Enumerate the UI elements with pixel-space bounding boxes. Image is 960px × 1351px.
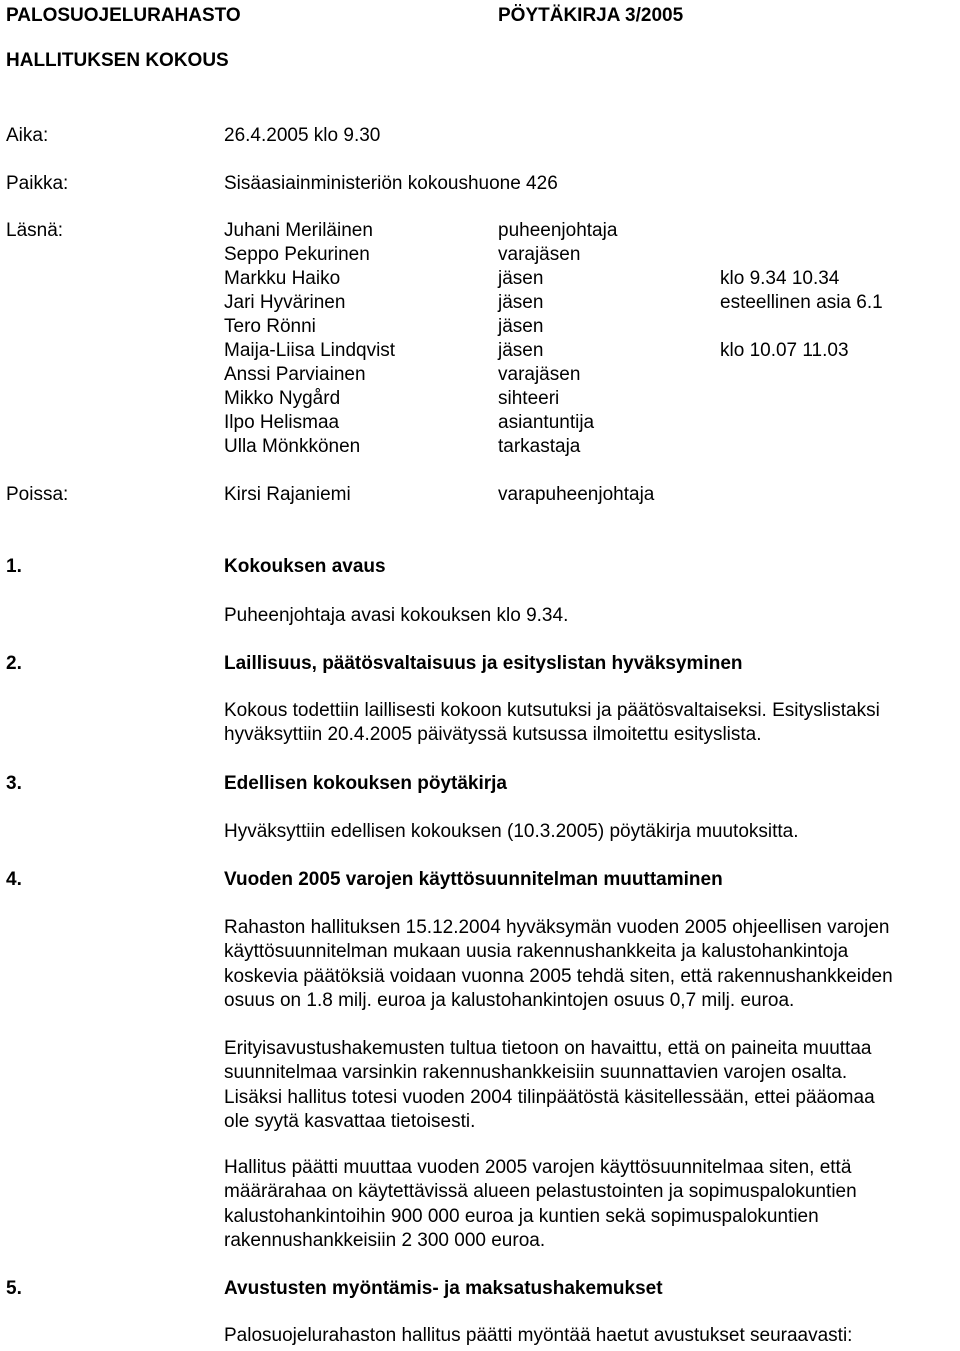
- section-title: Vuoden 2005 varojen käyttösuunnitelman muuttaminen: [224, 869, 723, 890]
- section-text-line: suunnitelmaa varsinkin rakennushankkeisiin suunnattavien varojen osalta.: [224, 1062, 848, 1084]
- absent-label: Poissa:: [6, 484, 69, 505]
- section-title: Laillisuus, päätösvaltaisuus ja esityslistan hyväksyminen: [224, 653, 743, 674]
- section-text-line: hyväksyttiin 20.4.2005 päivätyssä kutsussa ilmoitettu esityslista.: [224, 724, 762, 746]
- document-number: PÖYTÄKIRJA 3/2005: [498, 5, 684, 26]
- section-text-line: Rahaston hallituksen 15.12.2004 hyväksymän vuoden 2005 ohjeellisen varojen: [224, 917, 890, 938]
- section-text-line: Kokous todettiin laillisesti kokoon kutsutuksi ja päätösvaltaiseksi. Esityslistaksi: [224, 700, 880, 721]
- attendee-name: Ulla Mönkkönen: [224, 436, 361, 457]
- section-number: 3.: [6, 773, 22, 794]
- attendee-name: Markku Haiko: [224, 268, 341, 289]
- attendee-name: Mikko Nygård: [224, 388, 341, 409]
- attendee-role: jäsen: [498, 292, 544, 313]
- place-value: Sisäasiainministeriön kokoushuone 426: [224, 173, 558, 194]
- section-title: Kokouksen avaus: [224, 556, 386, 577]
- section-text: Hyväksyttiin edellisen kokouksen (10.3.2005) pöytäkirja muutoksitta.: [224, 821, 799, 842]
- section-paragraph: [224, 699, 960, 748]
- section-text: Puheenjohtaja avasi kokouksen klo 9.34.: [224, 605, 569, 626]
- section-text-line: Lisäksi hallitus totesi vuoden 2004 tilinpäätöstä käsitellessään, ettei pääomaa: [224, 1086, 875, 1108]
- attendee-name: Seppo Pekurinen: [224, 244, 370, 265]
- attendee-role: varajäsen: [498, 244, 581, 265]
- absent-name: Kirsi Rajaniemi: [224, 484, 351, 505]
- attendee-note: klo 9.34 10.34: [720, 268, 840, 289]
- section-title: Edellisen kokouksen pöytäkirja: [224, 773, 507, 794]
- present-label: Läsnä:: [6, 220, 64, 241]
- section-number: 2.: [6, 653, 22, 674]
- attendee-role: jäsen: [498, 340, 544, 361]
- section-text-line: osuus on 1.8 milj. euroa ja kalustohankintojen osuus 0,7 milj. euroa.: [224, 989, 795, 1011]
- attendee-role: sihteeri: [498, 388, 560, 409]
- absent-role: varapuheenjohtaja: [498, 484, 655, 505]
- section-text-line: Erityisavustushakemusten tultua tietoon on havaittu, että on paineita muuttaa: [224, 1038, 872, 1059]
- meeting-title: HALLITUKSEN KOKOUS: [6, 50, 229, 71]
- attendee-role: jäsen: [498, 268, 544, 289]
- section-number: 1.: [6, 556, 22, 577]
- section-paragraph: [224, 916, 960, 1013]
- attendee-name: Anssi Parviainen: [224, 364, 366, 385]
- attendee-name: Tero Rönni: [224, 316, 316, 337]
- attendee-role: tarkastaja: [498, 436, 581, 457]
- section-title: Avustusten myöntämis- ja maksatushakemukset: [224, 1278, 663, 1299]
- attendee-name: Jari Hyvärinen: [224, 292, 346, 313]
- section-paragraph: [224, 1156, 960, 1253]
- section-text-line: koskevia päätöksiä voidaan vuonna 2005 tehdä siten, että rakennushankkeiden: [224, 965, 893, 987]
- attendee-role: varajäsen: [498, 364, 581, 385]
- section-text: Palosuojelurahaston hallitus päätti myöntää haetut avustukset seuraavasti:: [224, 1325, 853, 1346]
- attendee-name: Maija-Liisa Lindqvist: [224, 340, 396, 361]
- section-number: 4.: [6, 869, 22, 890]
- place-label: Paikka:: [6, 173, 69, 194]
- attendee-role: jäsen: [498, 316, 544, 337]
- section-text-line: Hallitus päätti muuttaa vuoden 2005 varojen käyttösuunnitelmaa siten, että: [224, 1157, 852, 1178]
- time-label: Aika:: [6, 125, 49, 146]
- attendee-note: klo 10.07 11.03: [720, 340, 849, 361]
- attendee-name: Juhani Meriläinen: [224, 220, 373, 241]
- section-text-line: käyttösuunnitelman mukaan uusia rakennushankkeita ja kalustohankintoja: [224, 941, 849, 963]
- section-text-line: rakennushankkeisiin 2 300 000 euroa.: [224, 1229, 546, 1251]
- section-text-line: ole syytä kasvattaa tietoisesti.: [224, 1110, 476, 1132]
- section-text-line: määrärahaa on käytettävissä alueen pelastustointen ja sopimuspalokuntien: [224, 1181, 857, 1203]
- attendee-name: Ilpo Helismaa: [224, 412, 340, 433]
- section-number: 5.: [6, 1278, 22, 1299]
- organization-name: PALOSUOJELURAHASTO: [6, 5, 241, 26]
- attendee-role: asiantuntija: [498, 412, 595, 433]
- section-paragraph: [224, 1037, 960, 1134]
- attendee-role: puheenjohtaja: [498, 220, 618, 241]
- attendee-note: esteellinen asia 6.1: [720, 292, 883, 313]
- section-text-line: kalustohankintoihin 900 000 euroa ja kuntien sekä sopimuspalokuntien: [224, 1205, 819, 1227]
- time-value: 26.4.2005 klo 9.30: [224, 125, 381, 146]
